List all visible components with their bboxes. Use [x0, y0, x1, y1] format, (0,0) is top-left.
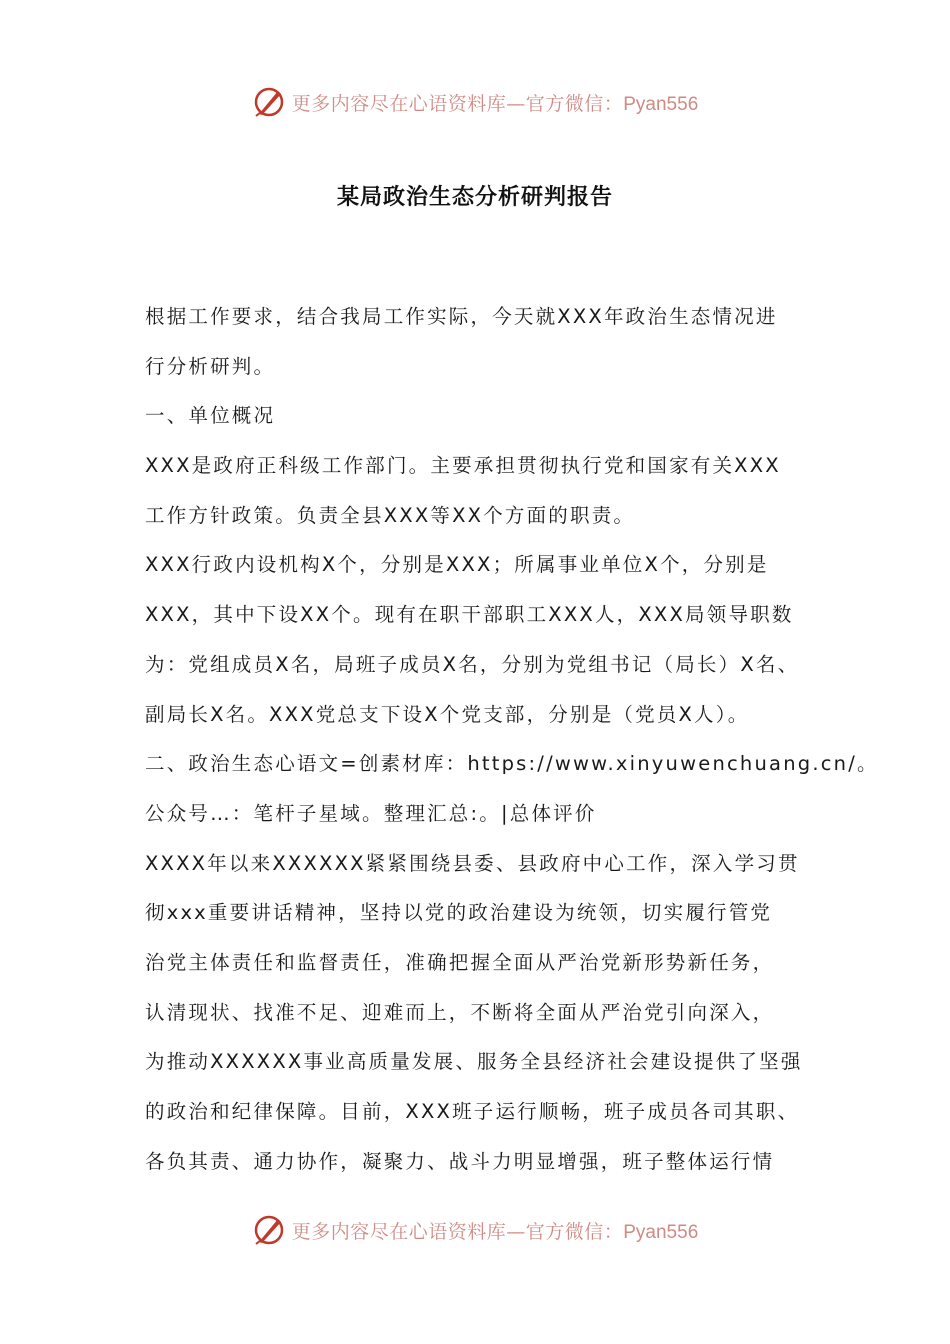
body-line: XXX是政府正科级工作部门。主要承担贯彻执行党和国家有关XXX: [145, 454, 781, 478]
watermark-text: 更多内容尽在心语资料库—官方微信：Pyan556: [291, 92, 699, 115]
body-line: 行分析研判。: [145, 354, 276, 378]
body-line: 根据工作要求，结合我局工作实际，今天就XXX年政治生态情况进: [145, 305, 778, 328]
body-line: 为：党组成员X名，局班子成员X名，分别为党组书记（局长）X名、: [145, 652, 800, 676]
body-line: XXX，其中下设XX个。现有在职干部职工XXX人，XXX局领导职数: [145, 603, 794, 627]
quill-logo-icon: [252, 85, 286, 119]
watermark-text: 更多内容尽在心语资料库—官方微信：Pyan556: [291, 1220, 699, 1243]
body-line: 的政治和纪律保障。目前，XXX班子运行顺畅，班子成员各司其职、: [145, 1100, 800, 1123]
quill-logo-icon: [252, 1213, 286, 1247]
body-line: 认清现状、找准不足、迎难而上，不断将全面从严治党引向深入，: [145, 1000, 775, 1024]
body-line: 各负其责、通力协作，凝聚力、战斗力明显增强，班子整体运行情: [145, 1149, 775, 1173]
document-body: [145, 292, 879, 1186]
body-line: XXXX年以来XXXXXX紧紧围绕县委、县政府中心工作，深入学习贯: [145, 851, 800, 875]
document-title: 某局政治生态分析研判报告: [336, 185, 613, 210]
section-heading: 二、政治生态心语文=创素材库：https://www.xinyuwenchuang.cn/。: [145, 752, 879, 776]
body-line: 副局长X名。XXX党总支下设X个党支部，分别是（党员X人）。: [145, 702, 750, 726]
body-line: 为推动XXXXXX事业高质量发展、服务全县经济社会建设提供了坚强: [145, 1050, 803, 1074]
footer-watermark: [0, 1210, 950, 1250]
section-heading: 一、单位概况: [145, 404, 276, 428]
body-line: 彻xxx重要讲话精神，坚持以党的政治建设为统领，切实履行管党: [145, 901, 773, 925]
body-line: 工作方针政策。负责全县XXX等XX个方面的职责。: [145, 503, 636, 527]
header-watermark: [0, 82, 950, 122]
body-line: XXX行政内设机构X个，分别是XXX；所属事业单位X个，分别是: [145, 553, 769, 577]
body-line: 公众号…：笔杆子星域。整理汇总:。|总体评价: [145, 801, 597, 825]
body-line: 治党主体责任和监督责任，准确把握全面从严治党新形势新任务，: [145, 950, 775, 974]
